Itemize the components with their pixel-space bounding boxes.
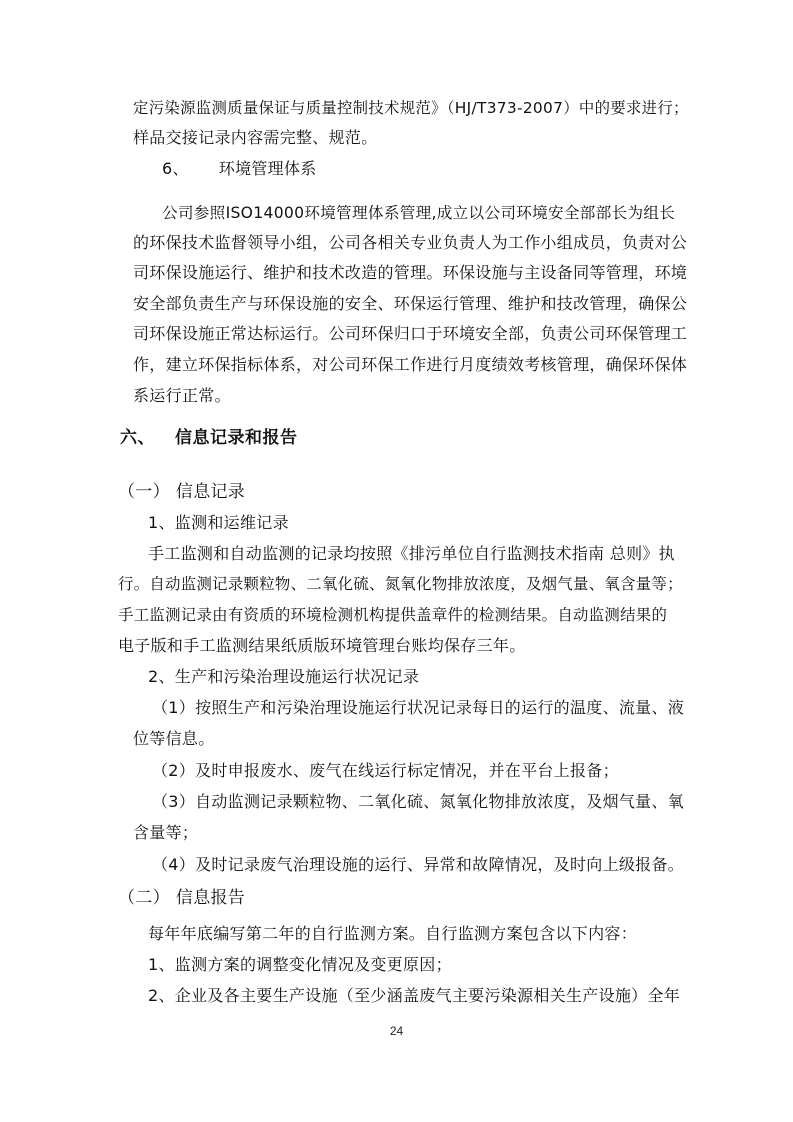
body-line: （1）按照生产和污染治理设施运行状况记录每日的运行的温度、流量、液 (152, 698, 685, 717)
body-line: 定污染源监测质量保证与质量控制技术规范》（HJ/T373-2007）中的要求进行； (133, 99, 689, 117)
body-line: 2、生产和污染治理设施运行状况记录 (148, 667, 420, 686)
body-line: 作，建立环保指标体系，对公司环保工作进行月度绩效考核管理，确保环保体 (133, 355, 688, 374)
body-line: 手工监测记录由有资质的环境检测机构提供盖章件的检测结果。自动监测结果的 (118, 606, 668, 624)
item-title: 环境管理体系 (218, 159, 317, 178)
section-title: 信息记录和报告 (175, 428, 298, 448)
body-line: （2）及时申报废水、废气在线运行标定情况，并在平台上报备； (152, 761, 619, 780)
body-line: 司环保设施运行、维护和技术改造的管理。环保设施与主设备同等管理，环境 (133, 263, 688, 282)
section-number: 六、 (120, 428, 155, 448)
body-line: 司环保设施正常达标运行。公司环保归口于环境安全部，负责公司环保管理工 (133, 324, 688, 343)
page-number: 24 (389, 1024, 404, 1038)
item-heading-6 (162, 159, 317, 179)
body-line: 含量等； (133, 823, 199, 842)
body-line: 电子版和手工监测结果纸质版环境管理台账均保存三年。 (118, 636, 526, 655)
section-heading (120, 428, 298, 448)
body-line: 2、企业及各主要生产设施（至少涵盖废气主要污染源相关生产设施）全年 (148, 986, 681, 1005)
subsection-title: 信息记录 (175, 482, 246, 502)
body-line: 手工监测和自动监测的记录均按照《排污单位自行监测技术指南 总则》执 (148, 544, 675, 563)
body-line: 安全部负责生产与环保设施的安全、环保运行管理、维护和技改管理，确保公 (133, 294, 688, 313)
body-line: 每年年底编写第二年的自行监测方案。自行监测方案包含以下内容： (148, 924, 638, 943)
body-line: 样品交接记录内容需完整、规范。 (133, 128, 378, 147)
subsection-heading (118, 888, 245, 908)
subsection-number: （一） (118, 482, 170, 502)
body-line: 公司参照ISO14000环境管理体系管理,成立以公司环境安全部部长为组长 (162, 204, 676, 222)
subsection-number: （二） (118, 888, 170, 908)
body-line: 系运行正常。 (133, 386, 231, 405)
body-line: 1、监测方案的调整变化情况及变更原因； (148, 955, 452, 974)
body-line: 的环保技术监督领导小组，公司各相关专业负责人为工作小组成员，负责对公 (133, 233, 688, 252)
body-line: 位等信息。 (133, 729, 215, 748)
body-line: （3）自动监测记录颗粒物、二氧化硫、氮氧化物排放浓度，及烟气量、氧 (152, 792, 685, 811)
subsection-title: 信息报告 (175, 888, 246, 908)
body-line: 行。自动监测记录颗粒物、二氧化硫、氮氧化物排放浓度，及烟气量、氧含量等； (118, 575, 683, 593)
body-line: 1、监测和运维记录 (148, 513, 289, 532)
item-number: 6、 (162, 159, 189, 178)
body-line: （4）及时记录废气治理设施的运行、异常和故障情况，及时向上级报备。 (152, 855, 685, 874)
subsection-heading (118, 482, 245, 502)
